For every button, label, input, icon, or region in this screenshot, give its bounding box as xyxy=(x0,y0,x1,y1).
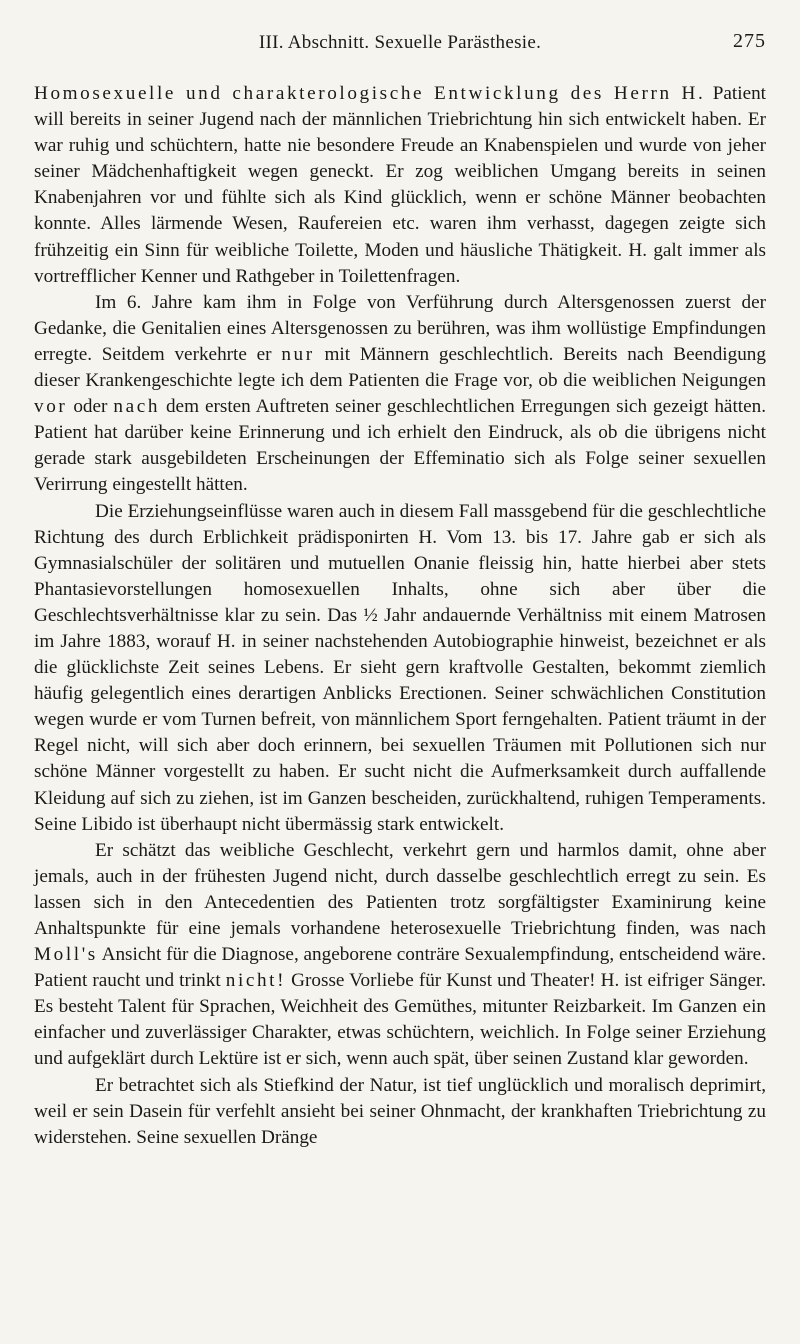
text-run: Er schätzt das weibliche Geschlecht, verkehrt gern und harmlos damit, ohne aber jemals, auch in der frühesten Jugend nicht, durch dasselbe geschlechtlich erregt zu sein. Es lassen sich in den Antecedentien des Patienten trotz sorgfältigster Examinirung keine Anhaltspunkte für eine jemals vorhandene heterosexuelle Triebrichtung finden, was nach xyxy=(34,839,766,939)
page-number: 275 xyxy=(733,30,766,52)
text-run: mit Männern geschlechtlich. Bereits nach Beendigung dieser Krankengeschichte legte ich dem Patienten die Frage vor, ob die weiblichen Neigungen xyxy=(34,343,766,392)
emphasis-spaced: nicht! xyxy=(225,970,287,992)
text-run: Im 6. Jahre kam ihm in Folge von Verführung durch Altersgenossen zuerst der Gedanke, die Genitalien eines Altersgenossen zu berühren, was ihm wollüstige Empfindungen erregte. Seitdem verkehrte er xyxy=(34,291,766,365)
text-run: dem ersten Auftreten seiner geschlechtlichen Erregungen sich gezeigt hätten. Patient hat darüber keine Erinnerung und ich erhielt den Eindruck, als ob die übrigens nicht gerade stark ausgebildeten Erscheinungen der Effeminatio sich als Folge seiner sexuellen Verirrung eingestellt hätten. xyxy=(34,396,767,496)
book-page xyxy=(34,30,766,1151)
text-run: oder xyxy=(67,396,114,418)
paragraph-2 xyxy=(34,290,766,499)
emphasis-spaced: Moll's xyxy=(34,944,98,966)
text-run: Ansicht für die Diagnose, angeborene conträre Sexualempfindung, entscheidend wäre. Patient raucht und trinkt xyxy=(34,944,766,992)
body-text xyxy=(34,81,766,1151)
text-run: Er betrachtet sich als Stiefkind der Natur, ist tief unglücklich und moralisch deprimirt, weil er sein Dasein für verfehlt ansieht bei seiner Ohnmacht, der krankhaften Triebrichtung zu widerstehen. Seine sexuellen Dränge xyxy=(34,1074,766,1148)
emphasis-spaced: vor xyxy=(34,396,68,418)
paragraph-1 xyxy=(34,81,766,290)
text-run: Grosse Vorliebe für Kunst und Theater! H. ist eifriger Sänger. Es besteht Talent für Sprachen, Weichheit des Gemüthes, mitunter Reizbarkeit. Im Ganzen ein einfacher und zuverlässiger Charakter, etwas schüchtern, weichlich. In Folge seiner Erziehung und aufgeklärt durch Lektüre ist er sich, wenn auch spät, über seinen Zustand klar geworden. xyxy=(34,970,766,1070)
running-head-title: III. Abschnitt. Sexuelle Parästhesie. xyxy=(258,32,542,53)
emphasis-spaced: nur xyxy=(281,343,315,365)
paragraph-4 xyxy=(34,838,766,1073)
emphasis-spaced: nach xyxy=(113,396,161,418)
text-run: Patient will bereits in seiner Jugend nach der männlichen Triebrichtung hin sich entwickelt haben. Er war ruhig und schüchtern, hatte nie besondere Freude an Knabenspielen und wurde von jeher seiner Mädchenhaftigkeit wegen geneckt. Er zog weiblichen Umgang bereits in seinen Knabenjahren vor und fühlte sich als Kind glücklich, wenn er schöne Männer beobachten konnte. Alles lärmende Wesen, Raufereien etc. waren ihm verhasst, dagegen zeigte sich frühzeitig ein Sinn für weibliche Toilette, Moden und häusliche Thätigkeit. H. galt immer als vortrefflicher Kenner und Rathgeber in Toilettenfragen. xyxy=(34,83,767,287)
running-head xyxy=(34,30,766,60)
section-heading-spaced: Homosexuelle und charakterologische Entwicklung des Herrn H. xyxy=(34,83,706,104)
text-run: Die Erziehungseinflüsse waren auch in diesem Fall massgebend für die geschlechtliche Richtung des durch Erblichkeit prädisponirten H. Vom 13. bis 17. Jahre gab er sich als Gymnasialschüler der solitären und mutuellen Onanie fleissig hin, hatte hierbei aber stets Phantasievorstellungen homosexuellen Inhalts, ohne sich aber über die Geschlechtsverhältnisse klar zu sein. Das ½ Jahr andauernde Verhältniss mit einem Matrosen im Jahre 1883, worauf H. in seiner nachstehenden Autobiographie hinweist, bezeichnet er als die glücklichste Zeit seines Lebens. Er sieht gern kraftvolle Gestalten, bekommt ziemlich häufig gelegentlich eines derartigen Anblicks Erectionen. Seiner schwächlichen Constitution wegen wurde er vom Turnen befreit, von männlichem Sport ferngehalten. Patient träumt in der Regel nicht, will sich aber doch erinnern, bei sexuellen Träumen mit Pollutionen sich nur schöne Männer vorgestellt zu haben. Er sucht nicht die Aufmerksamkeit durch auffallende Kleidung auf sich zu ziehen, ist im Ganzen bescheiden, zurückhaltend, ruhigen Temperaments. Seine Libido ist überhaupt nicht übermässig stark entwickelt. xyxy=(34,500,766,835)
paragraph-3 xyxy=(34,499,766,838)
paragraph-5 xyxy=(34,1073,766,1151)
